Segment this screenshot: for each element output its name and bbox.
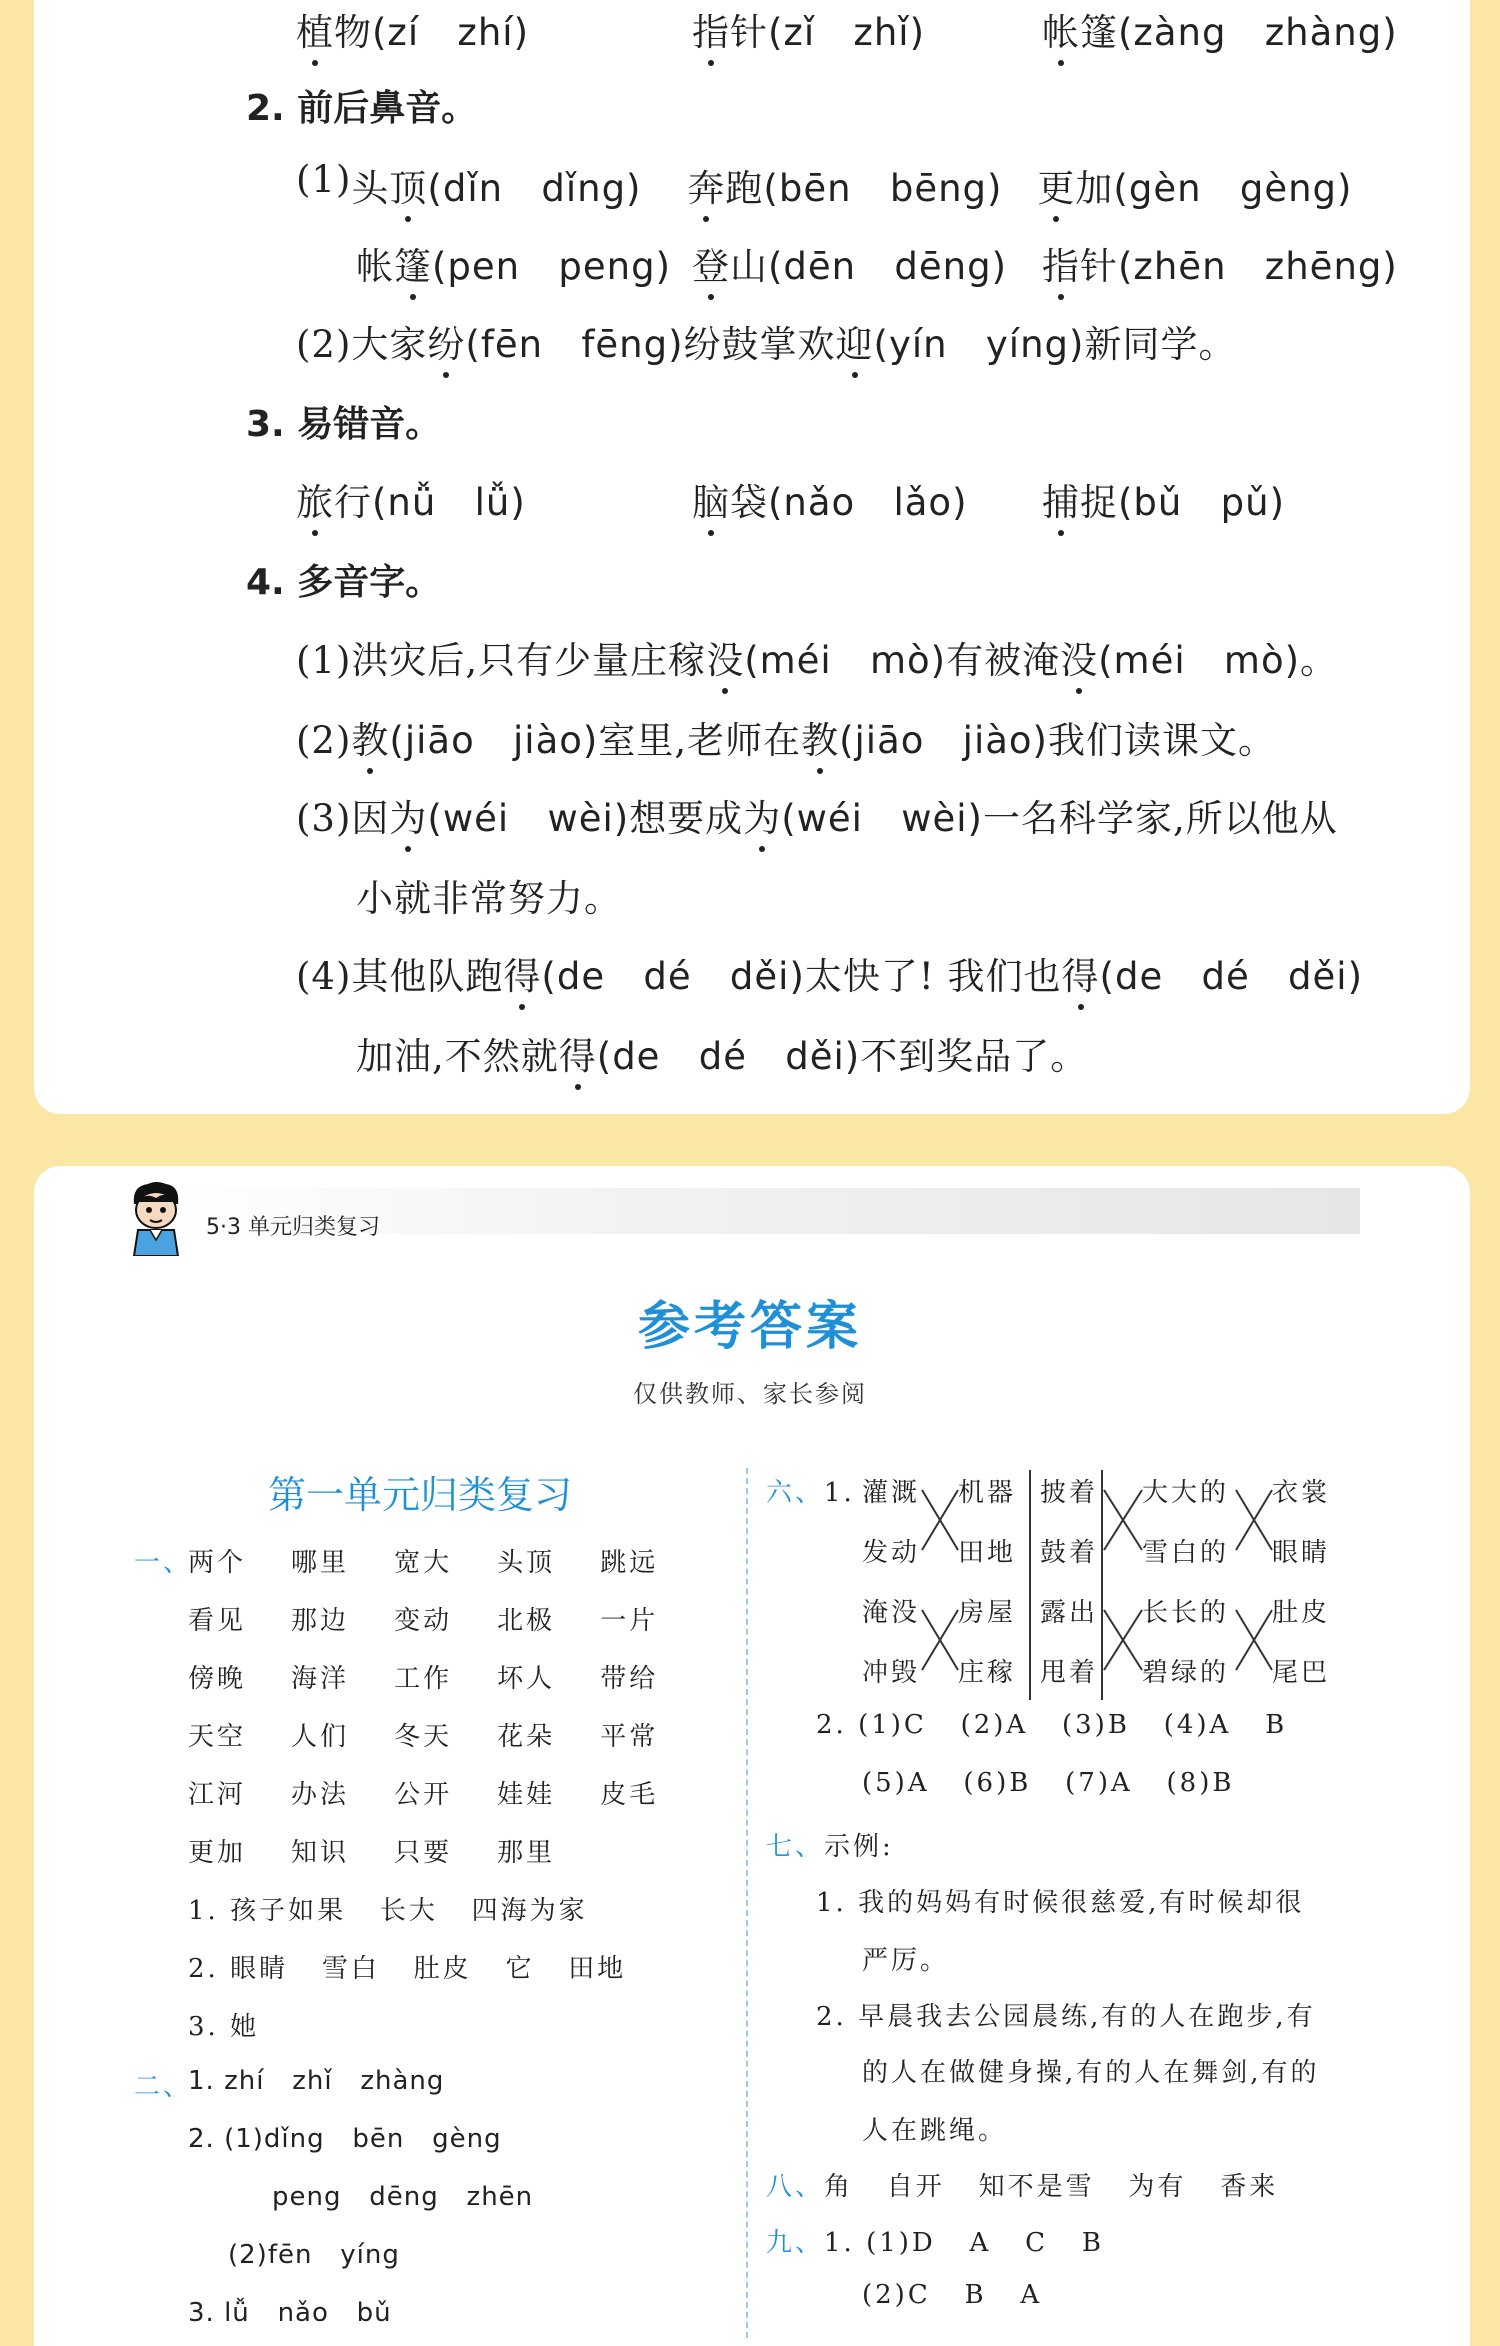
char: 物 [334, 11, 372, 54]
sentence-text: 大家 [351, 323, 428, 366]
answer-text: 更加 知识 只要 那里 [188, 1838, 556, 1868]
dot-char: 奔 [687, 158, 725, 212]
char: 帐 [356, 245, 394, 288]
char: 加 [1075, 167, 1114, 210]
pinyin-options: (zhēn zhēng) [1118, 245, 1398, 288]
dot-char: 教 [801, 710, 839, 764]
pinyin-options: (nǎo lǎo) [768, 481, 968, 524]
sentence-text: 其他队跑 [351, 955, 504, 998]
answer-text: 两个 哪里 宽大 头顶 跳远 [188, 1548, 659, 1578]
answer-text: 尾巴 [1272, 1658, 1331, 1688]
dot-char: 捕 [1042, 472, 1080, 526]
dot-char: 指 [1042, 236, 1080, 290]
dot-char: 更 [1037, 158, 1075, 212]
dot-char: 篷 [394, 236, 432, 290]
sentence-text: 。 [1300, 639, 1339, 682]
pinyin-options: (wéi wèi) [781, 797, 983, 840]
heading-2: 2. 前后鼻音。 [246, 88, 478, 129]
item-label: (3) [296, 797, 352, 840]
answer-text: 2. 眼睛 雪白 肚皮 它 田地 [188, 1954, 627, 1984]
sentence-text: 新同学。 [1084, 323, 1237, 366]
sentence-text: 不到奖品了。 [860, 1035, 1089, 1078]
answer-text: 雪白的 [1142, 1538, 1230, 1568]
pinyin-options: (pen peng) [432, 245, 672, 288]
sentence-text: 一名科学家,所以他从 [982, 797, 1338, 840]
char: 捉 [1080, 481, 1118, 524]
char: 跑 [725, 167, 764, 210]
answer-text: 庄稼 [958, 1658, 1017, 1688]
item-label: (1) [296, 158, 352, 201]
item-number: 九、 [766, 2228, 825, 2258]
dot-char: 没 [1060, 630, 1098, 684]
answer-text: 3. lǚ nǎo bǔ [188, 2298, 392, 2328]
answer-text: 披着 [1040, 1478, 1099, 1508]
answer-text: 机器 [958, 1478, 1017, 1508]
pinyin-options: (jiāo jiào) [389, 719, 599, 762]
dot-char: 为 [743, 788, 781, 842]
char: 针 [1080, 245, 1118, 288]
pinyin-options: (zí zhí) [372, 11, 530, 54]
char: 针 [730, 11, 768, 54]
pinyin-options: (de dé děi) [596, 1035, 861, 1078]
item-number: 八、 [766, 2172, 825, 2202]
answer-text: 大大的 [1142, 1478, 1230, 1508]
sentence-text: 想要成 [629, 797, 744, 840]
item-label: (2) [296, 719, 352, 762]
item-number: 一、 [134, 1548, 193, 1578]
item-label: (1) [296, 639, 352, 682]
pinyin-options: (dǐn dǐng) [427, 167, 642, 210]
answer-text: 房屋 [958, 1598, 1017, 1628]
dot-char: 为 [389, 788, 427, 842]
answer-text: 人在跳绳。 [862, 2116, 1008, 2146]
dot-char: 登 [692, 236, 730, 290]
header-label: 5·3 单元归类复习 [206, 1215, 380, 1240]
answer-text: 肚皮 [1272, 1598, 1331, 1628]
answer-text: 发动 [862, 1538, 921, 1568]
answer-text: (2)C B A [862, 2280, 1043, 2310]
answer-text: 1. 孩子如果 长大 四海为家 [188, 1896, 588, 1926]
answer-text: 鼓着 [1040, 1538, 1099, 1568]
sentence-text: 我们读课文。 [1048, 719, 1276, 762]
pinyin-options: (bēn bēng) [763, 167, 1003, 210]
dot-char: 迎 [836, 314, 874, 368]
sentence-text: 有被淹 [946, 639, 1061, 682]
dot-char: 指 [692, 2, 730, 56]
pinyin-options: (gèn gèng) [1113, 167, 1353, 210]
answer-text: 露出 [1040, 1598, 1099, 1628]
item-label: 1. [824, 1478, 855, 1508]
dot-char: 顶 [389, 158, 427, 212]
answer-text: 2. (1)C (2)A (3)B (4)A B [816, 1710, 1288, 1740]
answer-text: 灌溉 [862, 1478, 921, 1508]
answer-text: 天空 人们 冬天 花朵 平常 [188, 1722, 659, 1752]
pinyin-options: (bǔ pǔ) [1118, 481, 1286, 524]
dot-char: 帐 [1042, 2, 1080, 56]
char: 袋 [730, 481, 768, 524]
pinyin-options: (méi mò) [1098, 639, 1301, 682]
answer-text: 淹没 [862, 1598, 921, 1628]
pinyin-options: (méi mò) [744, 639, 947, 682]
pinyin-options: (dēn dēng) [768, 245, 1008, 288]
answer-text: 1. 我的妈妈有时候很慈爱,有时候却很 [816, 1888, 1305, 1918]
answer-text: 角 自开 知不是雪 为有 香来 [824, 2172, 1279, 2202]
sentence-text: 小就非常努力。 [356, 877, 622, 920]
heading-3: 3. 易错音。 [246, 404, 442, 445]
answer-text: 看见 那边 变动 北极 一片 [188, 1606, 659, 1636]
sentence-text: 太快了! 我们也 [804, 955, 1062, 998]
answer-text: 傍晚 海洋 工作 坏人 带给 [188, 1664, 659, 1694]
answer-text: (5)A (6)B (7)A (8)B [862, 1768, 1235, 1798]
answer-text: 3. 她 [188, 2012, 260, 2042]
answer-text: 田地 [958, 1538, 1017, 1568]
sentence-text: 纷鼓掌欢 [683, 323, 836, 366]
answer-text: 严厉。 [862, 1946, 950, 1976]
dot-char: 植 [296, 2, 334, 56]
answer-subtitle: 仅供教师、家长参阅 [633, 1380, 867, 1408]
item-number: 二、 [134, 2072, 193, 2102]
item-label: (4) [296, 955, 352, 998]
char: 山 [730, 245, 768, 288]
answer-text: 1. zhí zhǐ zhàng [188, 2066, 445, 2096]
dot-char: 得 [503, 946, 541, 1000]
answer-text: 甩着 [1040, 1658, 1099, 1688]
answer-text: 眼睛 [1272, 1538, 1331, 1568]
item-number: 六、 [766, 1478, 825, 1508]
pinyin-options: (wéi wèi) [427, 797, 630, 840]
answer-text: peng dēng zhēn [272, 2182, 534, 2212]
dot-char: 脑 [692, 472, 730, 526]
dot-char: 得 [559, 1026, 597, 1080]
answer-text: 冲毁 [862, 1658, 921, 1688]
answer-text: 1. (1)D A C B [824, 2228, 1104, 2258]
item-label: (2) [296, 323, 352, 366]
section-title: 第一单元归类复习 [268, 1473, 573, 1517]
char: 头 [351, 167, 390, 210]
pinyin-options: (fēn fēng) [465, 323, 684, 366]
answer-text: 长长的 [1142, 1598, 1230, 1628]
sentence-text: 洪灾后,只有少量庄稼 [351, 639, 707, 682]
dot-char: 教 [351, 710, 389, 764]
dot-char: 没 [706, 630, 744, 684]
answer-text: 江河 办法 公开 娃娃 皮毛 [188, 1780, 659, 1810]
answer-title: 参考答案 [637, 1297, 862, 1357]
answer-text: 的人在做健身操,有的人在舞剑,有的 [862, 2058, 1320, 2088]
pinyin-options: (zǐ zhǐ) [768, 11, 926, 54]
dot-char: 得 [1062, 946, 1100, 1000]
answer-text: 碧绿的 [1142, 1658, 1230, 1688]
answer-text: 衣裳 [1272, 1478, 1331, 1508]
item-label: 示例: [824, 1832, 894, 1862]
dot-char: 纷 [427, 314, 465, 368]
answer-text: 2. 早晨我去公园晨练,有的人在跑步,有 [816, 2002, 1316, 2032]
pinyin-options: (de dé děi) [1099, 955, 1363, 998]
answer-text: 2. (1)dǐng bēn gèng [188, 2124, 502, 2154]
sentence-text: 因 [351, 797, 390, 840]
sentence-text: 室里,老师在 [598, 719, 802, 762]
pinyin-options: (zàng zhàng) [1118, 11, 1398, 54]
sentence-text: 加油,不然就 [356, 1035, 559, 1078]
pinyin-options: (de dé děi) [541, 955, 805, 998]
char: 篷 [1080, 11, 1118, 54]
item-number: 七、 [766, 1832, 825, 1862]
dot-char: 旅 [296, 472, 334, 526]
answer-text: (2)fēn yíng [228, 2240, 400, 2270]
pinyin-options: (yín yíng) [873, 323, 1085, 366]
heading-4: 4. 多音字。 [246, 562, 442, 603]
pinyin-options: (jiāo jiào) [839, 719, 1048, 762]
char: 行 [334, 481, 372, 524]
pinyin-options: (nǚ lǚ) [372, 481, 526, 524]
